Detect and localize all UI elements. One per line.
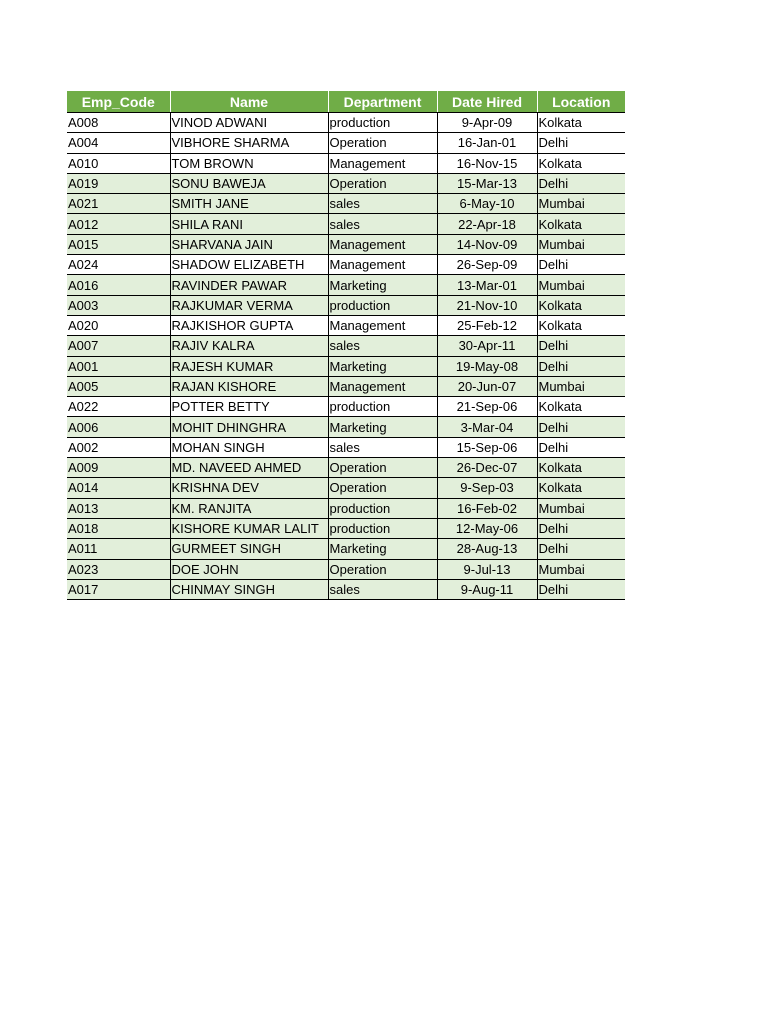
cell-date-hired[interactable]: 21-Nov-10: [437, 295, 537, 315]
table-row[interactable]: [67, 113, 625, 133]
table-row[interactable]: [67, 336, 625, 356]
cell-department[interactable]: Operation: [328, 458, 437, 478]
cell-location[interactable]: Delhi: [537, 356, 625, 376]
cell-name[interactable]: VIBHORE SHARMA: [170, 133, 328, 153]
table-row[interactable]: [67, 417, 625, 437]
cell-location[interactable]: Delhi: [537, 539, 625, 559]
cell-date-hired[interactable]: 14-Nov-09: [437, 234, 537, 254]
table-row[interactable]: [67, 234, 625, 254]
cell-department[interactable]: Management: [328, 376, 437, 396]
cell-department[interactable]: Marketing: [328, 539, 437, 559]
cell-location[interactable]: Delhi: [537, 437, 625, 457]
cell-name[interactable]: RAJKUMAR VERMA: [170, 295, 328, 315]
cell-name[interactable]: SONU BAWEJA: [170, 173, 328, 193]
cell-name[interactable]: RAVINDER PAWAR: [170, 275, 328, 295]
table-row[interactable]: [67, 153, 625, 173]
cell-name[interactable]: RAJIV KALRA: [170, 336, 328, 356]
cell-date-hired[interactable]: 16-Feb-02: [437, 498, 537, 518]
cell-department[interactable]: Management: [328, 234, 437, 254]
cell-emp-code[interactable]: A010: [67, 153, 170, 173]
cell-emp-code[interactable]: A006: [67, 417, 170, 437]
cell-date-hired[interactable]: 19-May-08: [437, 356, 537, 376]
cell-date-hired[interactable]: 12-May-06: [437, 518, 537, 538]
cell-location[interactable]: Mumbai: [537, 234, 625, 254]
table-row[interactable]: [67, 458, 625, 478]
cell-department[interactable]: Operation: [328, 478, 437, 498]
cell-location[interactable]: Kolkata: [537, 397, 625, 417]
table-row[interactable]: [67, 255, 625, 275]
cell-department[interactable]: sales: [328, 437, 437, 457]
cell-location[interactable]: Delhi: [537, 173, 625, 193]
table-row[interactable]: [67, 315, 625, 335]
employee-table: [67, 91, 625, 600]
cell-date-hired[interactable]: 9-Sep-03: [437, 478, 537, 498]
cell-department[interactable]: sales: [328, 214, 437, 234]
table-row[interactable]: [67, 437, 625, 457]
cell-name[interactable]: SHILA RANI: [170, 214, 328, 234]
employee-table-sheet: [67, 91, 625, 600]
cell-department[interactable]: production: [328, 498, 437, 518]
cell-name[interactable]: MOHAN SINGH: [170, 437, 328, 457]
cell-location[interactable]: Delhi: [537, 518, 625, 538]
cell-date-hired[interactable]: 9-Aug-11: [437, 579, 537, 599]
cell-date-hired[interactable]: 15-Sep-06: [437, 437, 537, 457]
cell-name[interactable]: MD. NAVEED AHMED: [170, 458, 328, 478]
table-row[interactable]: [67, 376, 625, 396]
cell-emp-code[interactable]: A015: [67, 234, 170, 254]
header-location[interactable]: Location: [537, 91, 625, 113]
cell-emp-code[interactable]: A021: [67, 194, 170, 214]
cell-location[interactable]: Delhi: [537, 417, 625, 437]
cell-department[interactable]: sales: [328, 336, 437, 356]
table-body: [67, 113, 625, 600]
cell-date-hired[interactable]: 13-Mar-01: [437, 275, 537, 295]
table-row[interactable]: [67, 194, 625, 214]
cell-emp-code[interactable]: A014: [67, 478, 170, 498]
cell-location[interactable]: Delhi: [537, 579, 625, 599]
cell-department[interactable]: sales: [328, 194, 437, 214]
cell-date-hired[interactable]: 26-Dec-07: [437, 458, 537, 478]
cell-name[interactable]: SMITH JANE: [170, 194, 328, 214]
table-row[interactable]: [67, 173, 625, 193]
cell-emp-code[interactable]: A001: [67, 356, 170, 376]
cell-emp-code[interactable]: A022: [67, 397, 170, 417]
cell-date-hired[interactable]: 30-Apr-11: [437, 336, 537, 356]
table-row[interactable]: [67, 295, 625, 315]
cell-name[interactable]: VINOD ADWANI: [170, 113, 328, 133]
cell-date-hired[interactable]: 21-Sep-06: [437, 397, 537, 417]
table-row[interactable]: [67, 498, 625, 518]
cell-emp-code[interactable]: A011: [67, 539, 170, 559]
cell-emp-code[interactable]: A008: [67, 113, 170, 133]
cell-department[interactable]: production: [328, 295, 437, 315]
table-header-row: [67, 91, 625, 113]
cell-emp-code[interactable]: A024: [67, 255, 170, 275]
cell-emp-code[interactable]: A016: [67, 275, 170, 295]
table-row[interactable]: [67, 539, 625, 559]
cell-emp-code[interactable]: A018: [67, 518, 170, 538]
cell-date-hired[interactable]: 16-Jan-01: [437, 133, 537, 153]
cell-emp-code[interactable]: A007: [67, 336, 170, 356]
cell-location[interactable]: Mumbai: [537, 559, 625, 579]
cell-emp-code[interactable]: A004: [67, 133, 170, 153]
cell-date-hired[interactable]: 3-Mar-04: [437, 417, 537, 437]
cell-name[interactable]: RAJAN KISHORE: [170, 376, 328, 396]
cell-date-hired[interactable]: 22-Apr-18: [437, 214, 537, 234]
table-row[interactable]: [67, 275, 625, 295]
cell-date-hired[interactable]: 28-Aug-13: [437, 539, 537, 559]
table-row[interactable]: [67, 214, 625, 234]
cell-location[interactable]: Mumbai: [537, 275, 625, 295]
cell-department[interactable]: Management: [328, 255, 437, 275]
cell-name[interactable]: POTTER BETTY: [170, 397, 328, 417]
cell-department[interactable]: production: [328, 518, 437, 538]
cell-emp-code[interactable]: A002: [67, 437, 170, 457]
cell-location[interactable]: Kolkata: [537, 153, 625, 173]
table-row[interactable]: [67, 518, 625, 538]
cell-location[interactable]: Kolkata: [537, 295, 625, 315]
cell-emp-code[interactable]: A005: [67, 376, 170, 396]
table-row[interactable]: [67, 356, 625, 376]
cell-location[interactable]: Mumbai: [537, 376, 625, 396]
cell-name[interactable]: MOHIT DHINGHRA: [170, 417, 328, 437]
cell-name[interactable]: KM. RANJITA: [170, 498, 328, 518]
cell-emp-code[interactable]: A020: [67, 315, 170, 335]
cell-name[interactable]: DOE JOHN: [170, 559, 328, 579]
cell-department[interactable]: Management: [328, 315, 437, 335]
cell-department[interactable]: production: [328, 113, 437, 133]
cell-location[interactable]: Kolkata: [537, 478, 625, 498]
cell-date-hired[interactable]: 25-Feb-12: [437, 315, 537, 335]
cell-emp-code[interactable]: A017: [67, 579, 170, 599]
cell-department[interactable]: Management: [328, 153, 437, 173]
cell-emp-code[interactable]: A003: [67, 295, 170, 315]
cell-department[interactable]: Marketing: [328, 275, 437, 295]
cell-name[interactable]: RAJKISHOR GUPTA: [170, 315, 328, 335]
cell-location[interactable]: Mumbai: [537, 194, 625, 214]
cell-department[interactable]: Marketing: [328, 417, 437, 437]
cell-emp-code[interactable]: A009: [67, 458, 170, 478]
header-name[interactable]: Name: [170, 91, 328, 113]
cell-location[interactable]: Delhi: [537, 255, 625, 275]
header-emp-code[interactable]: Emp_Code: [67, 91, 170, 113]
cell-location[interactable]: Kolkata: [537, 315, 625, 335]
cell-location[interactable]: Mumbai: [537, 498, 625, 518]
cell-name[interactable]: KISHORE KUMAR LALIT: [170, 518, 328, 538]
cell-location[interactable]: Kolkata: [537, 113, 625, 133]
cell-emp-code[interactable]: A019: [67, 173, 170, 193]
cell-date-hired[interactable]: 20-Jun-07: [437, 376, 537, 396]
cell-date-hired[interactable]: 16-Nov-15: [437, 153, 537, 173]
cell-name[interactable]: SHARVANA JAIN: [170, 234, 328, 254]
cell-date-hired[interactable]: 6-May-10: [437, 194, 537, 214]
header-department[interactable]: Department: [328, 91, 437, 113]
cell-location[interactable]: Kolkata: [537, 458, 625, 478]
cell-name[interactable]: TOM BROWN: [170, 153, 328, 173]
cell-department[interactable]: Operation: [328, 173, 437, 193]
table-row[interactable]: [67, 559, 625, 579]
cell-date-hired[interactable]: 9-Jul-13: [437, 559, 537, 579]
cell-date-hired[interactable]: 26-Sep-09: [437, 255, 537, 275]
cell-name[interactable]: GURMEET SINGH: [170, 539, 328, 559]
cell-emp-code[interactable]: A023: [67, 559, 170, 579]
cell-emp-code[interactable]: A012: [67, 214, 170, 234]
table-row[interactable]: [67, 133, 625, 153]
cell-location[interactable]: Delhi: [537, 133, 625, 153]
cell-department[interactable]: sales: [328, 579, 437, 599]
cell-name[interactable]: KRISHNA DEV: [170, 478, 328, 498]
cell-name[interactable]: CHINMAY SINGH: [170, 579, 328, 599]
cell-location[interactable]: Kolkata: [537, 214, 625, 234]
cell-date-hired[interactable]: 9-Apr-09: [437, 113, 537, 133]
cell-department[interactable]: production: [328, 397, 437, 417]
cell-department[interactable]: Operation: [328, 133, 437, 153]
header-date-hired[interactable]: Date Hired: [437, 91, 537, 113]
cell-name[interactable]: RAJESH KUMAR: [170, 356, 328, 376]
cell-name[interactable]: SHADOW ELIZABETH: [170, 255, 328, 275]
cell-department[interactable]: Marketing: [328, 356, 437, 376]
cell-emp-code[interactable]: A013: [67, 498, 170, 518]
table-row[interactable]: [67, 579, 625, 599]
cell-date-hired[interactable]: 15-Mar-13: [437, 173, 537, 193]
cell-department[interactable]: Operation: [328, 559, 437, 579]
table-row[interactable]: [67, 397, 625, 417]
cell-location[interactable]: Delhi: [537, 336, 625, 356]
table-row[interactable]: [67, 478, 625, 498]
